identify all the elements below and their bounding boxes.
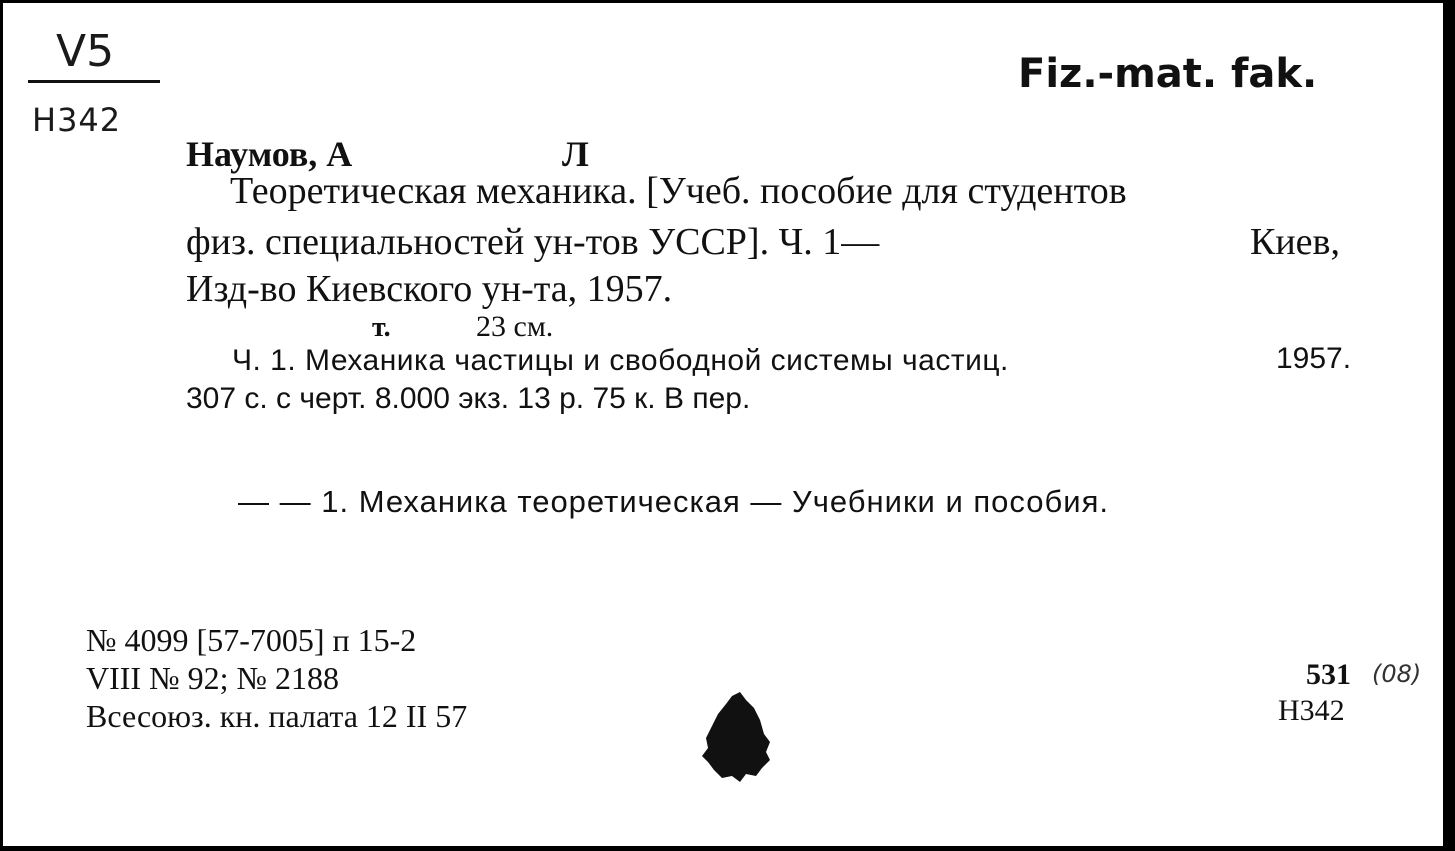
book-size: 23 см.	[476, 310, 554, 343]
udc-handwritten-note: (08)	[1372, 660, 1422, 688]
faculty-stamp: Fiz.-mat. fak.	[1018, 51, 1318, 97]
volume-mark: т.	[372, 312, 391, 343]
title-line-2: физ. специальностей ун-тов УССР]. Ч. 1—	[186, 221, 880, 263]
shelf-mark-top: V5	[56, 26, 115, 77]
part-one-details: 307 с. с черт. 8.000 экз. 13 р. 75 к. В пер.	[186, 382, 751, 415]
part-one-description: Ч. 1. Механика частицы и свободной системы частиц.	[232, 344, 1009, 377]
author-initial: Л	[562, 134, 589, 174]
publisher-city: Киев,	[1250, 221, 1340, 263]
udc-number: 531	[1306, 658, 1351, 691]
ink-blot-mark	[700, 690, 774, 784]
shelf-mark-bottom: H342	[32, 101, 122, 139]
publisher-line: Изд-во Киевского ун-та, 1957.	[186, 268, 673, 310]
registry-line-3: Всесоюз. кн. палата 12 II 57	[86, 698, 468, 734]
part-one-year: 1957.	[1276, 342, 1352, 375]
title-line-1: Теоретическая механика. [Учеб. пособие для студентов	[230, 170, 1127, 212]
shelf-mark-rule	[28, 80, 160, 83]
author-mark: Н342	[1278, 694, 1345, 727]
registry-line-1: № 4099 [57-7005] п 15-2	[86, 622, 417, 658]
subject-heading: — — 1. Механика теоретическая — Учебники и пособия.	[238, 484, 1109, 519]
registry-line-2: VIII № 92; № 2188	[86, 660, 340, 696]
author-surname: Наумов, А	[186, 134, 353, 174]
